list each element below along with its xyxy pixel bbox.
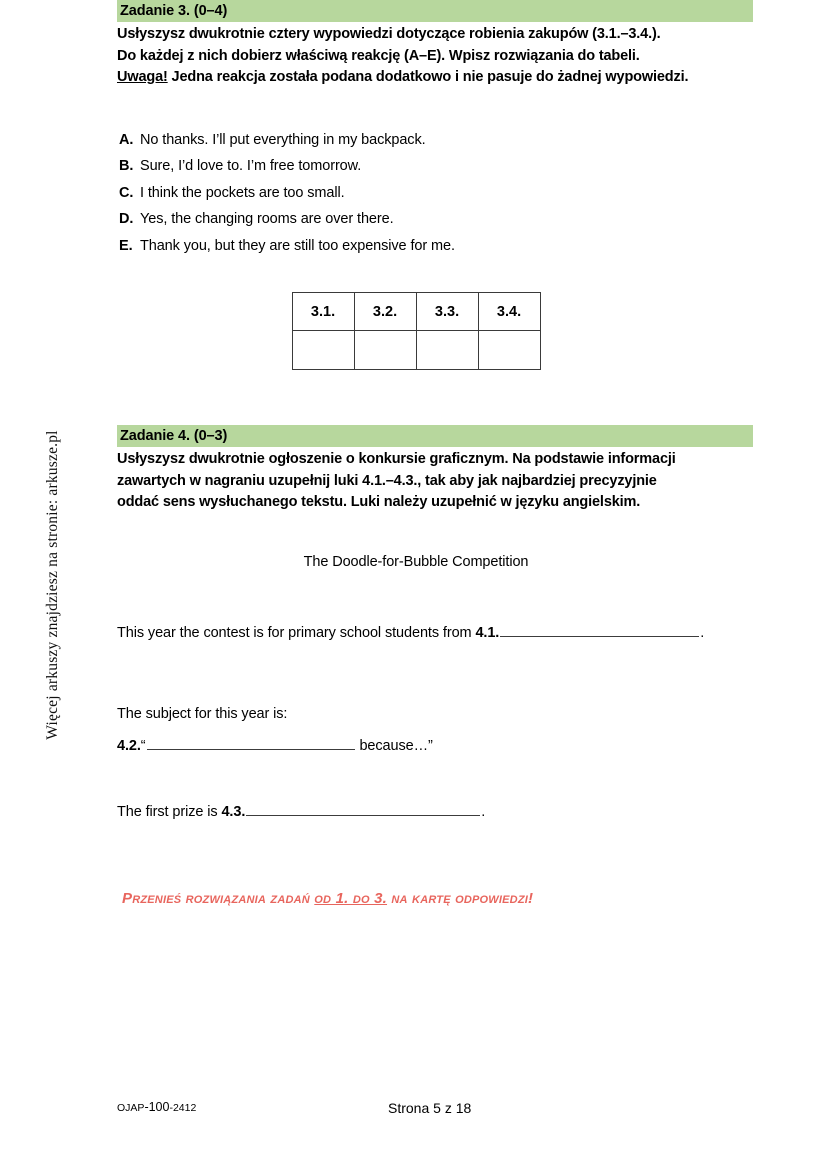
list-item <box>117 127 753 154</box>
task-3-answer-table <box>292 292 541 370</box>
option-letter: E. <box>119 237 133 254</box>
answer-cell-3-1[interactable] <box>292 331 354 370</box>
gap-4-3-blank[interactable] <box>246 802 480 816</box>
footer-code-middle: 100 <box>148 1100 170 1114</box>
task-3-warning-text: Jedna reakcja została podana dodatkowo i nie pasuje do żadnej wypowiedzi. <box>167 69 689 85</box>
table-header-cell: 3.1. <box>292 293 354 331</box>
task-4-instruction-line-3: oddać sens wysłuchanego tekstu. Luki należy uzupełnić w języku angielskim. <box>117 494 641 511</box>
task-3-section <box>117 0 753 370</box>
answer-cell-3-2[interactable] <box>354 331 416 370</box>
transfer-notice-part-1: Przenieś rozwiązania zadań <box>122 889 315 907</box>
task-4-instructions <box>117 449 753 514</box>
side-watermark-text: Więcej arkuszy znajdziesz na stronie: arkusze.pl <box>44 430 61 740</box>
transfer-answers-notice <box>117 890 753 907</box>
gap-4-1-trailing-text: . <box>700 624 705 641</box>
table-header-cell: 3.4. <box>478 293 540 331</box>
task-4-section <box>117 425 753 823</box>
table-row <box>292 331 540 370</box>
task-3-instruction-line-2: Do każdej z nich dobierz właściwą reakcję (A–E). Wpisz rozwiązania do tabeli. <box>117 47 640 64</box>
transfer-notice-range: od 1. do 3. <box>314 889 388 907</box>
side-watermark <box>0 0 60 1171</box>
option-letter: B. <box>119 158 134 175</box>
answer-table-container <box>117 292 753 370</box>
gap-4-3-trailing-text: . <box>481 803 486 820</box>
list-item <box>117 206 753 233</box>
option-text: No thanks. I’ll put everything in my backpack. <box>140 131 426 148</box>
gap-4-3-label: 4.3. <box>221 803 246 820</box>
task-3-options-list <box>117 127 753 260</box>
footer-page-number: Strona 5 z 18 <box>388 1100 472 1116</box>
gap-4-2-open-quote: “ <box>140 737 146 754</box>
gap-fill-line-4-3 <box>117 802 753 823</box>
task-3-instruction-line-3 <box>117 67 753 89</box>
gap-4-1-blank[interactable] <box>500 623 699 637</box>
option-text: Yes, the changing rooms are over there. <box>140 211 394 228</box>
table-header-cell: 3.2. <box>354 293 416 331</box>
task-3-warning-label: Uwaga! <box>117 69 168 85</box>
table-header-cell: 3.3. <box>416 293 478 331</box>
task-3-header: Zadanie 3. (0–4) <box>117 0 753 22</box>
option-letter: A. <box>119 131 134 148</box>
list-item <box>117 153 753 180</box>
option-text: Thank you, but they are still too expensive for me. <box>140 237 455 254</box>
option-text: Sure, I’d love to. I’m free tomorrow. <box>140 158 362 175</box>
gap-4-3-lead-text: The first prize is <box>117 803 222 820</box>
footer-document-code <box>117 1100 196 1114</box>
gap-fill-line-4-2 <box>117 736 753 757</box>
transfer-notice-part-3: na kartę odpowiedzi! <box>387 889 534 907</box>
list-item <box>117 180 753 207</box>
gap-4-2-trailing-text: because…” <box>355 737 433 754</box>
answer-cell-3-3[interactable] <box>416 331 478 370</box>
option-text: I think the pockets are too small. <box>140 184 345 201</box>
task-4-instruction-line-2: zawartych w nagraniu uzupełnij luki 4.1.–4.3., tak aby jak najbardziej precyzyjnie <box>117 472 657 489</box>
table-row-headers <box>292 293 540 331</box>
subject-intro-line: The subject for this year is: <box>117 705 288 722</box>
page-content <box>117 0 753 1171</box>
gap-fill-line-4-1 <box>117 623 753 644</box>
footer-code-dash-2: - <box>169 1102 173 1114</box>
gap-4-1-label: 4.1. <box>475 624 500 641</box>
option-letter: C. <box>119 184 134 201</box>
answer-cell-3-4[interactable] <box>478 331 540 370</box>
page-footer <box>117 1100 753 1120</box>
task-3-instructions <box>117 24 753 89</box>
list-item <box>117 233 753 260</box>
gap-4-2-blank[interactable] <box>147 736 355 750</box>
gap-4-1-lead-text: This year the contest is for primary school students from <box>117 624 476 641</box>
footer-code-suffix: 2412 <box>172 1102 197 1114</box>
task-4-instruction-line-1: Usłyszysz dwukrotnie ogłoszenie o konkursie graficznym. Na podstawie informacji <box>117 451 676 468</box>
footer-code-prefix: OJAP <box>117 1102 145 1114</box>
task-3-instruction-line-1: Usłyszysz dwukrotnie cztery wypowiedzi dotyczące robienia zakupów (3.1.–3.4.). <box>117 26 661 42</box>
task-4-header: Zadanie 4. (0–3) <box>117 425 753 447</box>
option-letter: D. <box>119 211 134 228</box>
gap-4-2-label: 4.2. <box>117 737 141 754</box>
competition-title: The Doodle-for-Bubble Competition <box>303 553 529 570</box>
footer-code-dash-1: - <box>144 1100 149 1114</box>
